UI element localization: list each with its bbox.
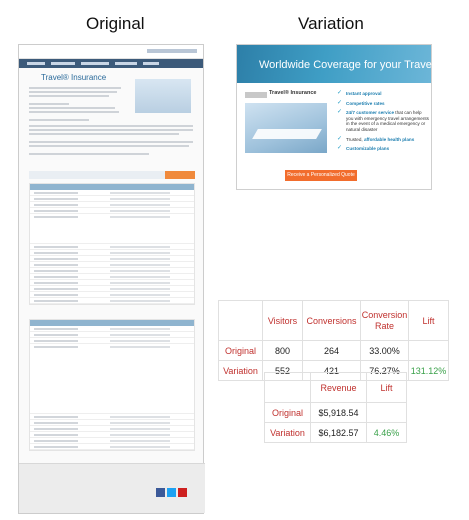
- airplane-wing-photo: [245, 103, 327, 153]
- row-label: Original: [265, 403, 311, 423]
- personalized-quote-button[interactable]: Receive a Personalized Quote: [285, 170, 357, 181]
- lift-cell: [409, 341, 449, 361]
- revenue-results-table: [264, 372, 407, 443]
- variation-brand-title: Travel® Insurance: [269, 90, 317, 96]
- rate-cell: 76.27%: [361, 361, 409, 381]
- original-hero-image: [135, 79, 191, 113]
- row-label: Original: [219, 341, 263, 361]
- utility-links: [147, 49, 197, 53]
- col-revenue: Revenue: [311, 373, 367, 403]
- check-icon: ✓: [337, 109, 343, 116]
- row-label: Variation: [219, 361, 263, 381]
- check-icon: ✓: [337, 135, 343, 142]
- logo-placeholder: [245, 92, 267, 98]
- original-page-screenshot: [18, 44, 204, 514]
- variation-hero-banner: [237, 45, 469, 83]
- col-conversions: Conversions: [303, 301, 361, 341]
- benefit-item: ✓ 24/7 customer service that can help you with emergency travel arrangements in the event of a medical emergency or natural disaster: [337, 109, 429, 132]
- original-active-tab: [165, 171, 195, 179]
- conversion-results-table: [218, 300, 449, 381]
- visitors-cell: 552: [263, 361, 303, 381]
- col-visitors: Visitors: [263, 301, 303, 341]
- conversions-cell: 264: [303, 341, 361, 361]
- check-icon: ✓: [337, 90, 343, 96]
- benefit-item: ✓ Customizable plans: [337, 145, 390, 152]
- original-topbar: [19, 45, 203, 59]
- revenue-cell: $6,182.57: [311, 423, 367, 443]
- col-conversion-rate: Conversion Rate: [361, 301, 409, 341]
- benefit-item: ✓ Competitive rates: [337, 99, 385, 106]
- benefit-item: ✓ Instant approval: [337, 90, 382, 96]
- check-icon: ✓: [337, 99, 343, 106]
- original-footer: [19, 463, 205, 513]
- variation-page-screenshot: [236, 44, 469, 190]
- visitors-cell: 800: [263, 341, 303, 361]
- benefit-item: ✓ Trusted, affordable health plans: [337, 135, 415, 142]
- original-heading: Original: [86, 14, 145, 33]
- original-nav-bar: [19, 59, 203, 68]
- variation-heading: Variation: [298, 14, 364, 33]
- rate-cell: 33.00%: [361, 341, 409, 361]
- table-corner: [265, 373, 311, 403]
- col-lift: Lift: [367, 373, 407, 403]
- table-row: [265, 423, 407, 443]
- table-corner: [219, 301, 263, 341]
- check-icon: ✓: [337, 145, 343, 152]
- lift-cell: [367, 403, 407, 423]
- table-row: [265, 403, 407, 423]
- banner-title: Worldwide Coverage for your Travel Needs: [259, 59, 469, 71]
- benefit-list: [337, 91, 429, 156]
- table-header-row: [265, 373, 407, 403]
- row-label: Variation: [265, 423, 311, 443]
- table-row: [219, 341, 449, 361]
- lift-cell: 4.46%: [367, 423, 407, 443]
- col-lift: Lift: [409, 301, 449, 341]
- original-coverage-table: [29, 319, 195, 451]
- original-brand-title: Travel® Insurance: [41, 73, 107, 82]
- revenue-cell: $5,918.54: [311, 403, 367, 423]
- original-benefits-table: [29, 183, 195, 305]
- table-header-row: [219, 301, 449, 341]
- lift-cell: 131.12%: [409, 361, 449, 381]
- conversions-cell: 421: [303, 361, 361, 381]
